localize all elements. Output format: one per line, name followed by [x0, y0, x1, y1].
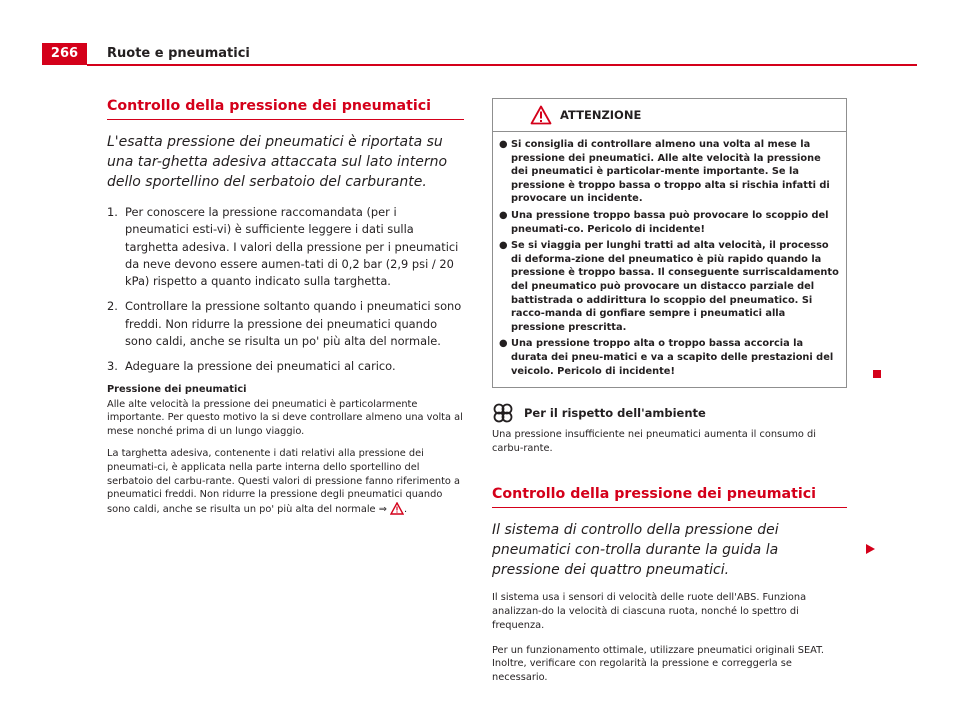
warning-icon	[390, 502, 404, 515]
warning-box	[492, 98, 847, 388]
section-title: Controllo della pressione dei pneumatici	[492, 486, 847, 508]
section-2	[492, 486, 847, 685]
environment-icon	[492, 402, 514, 424]
left-column	[107, 98, 464, 525]
list-item: ● Se si viaggia per lunghi tratti ad alta velocità, il processo di deforma-zione del pneumatico è più rapido quando la pressione è troppo bassa. Il conseguente surriscaldamento del pneumatico può provocare un distacco parziale del battistrada o addirittura lo scoppio del pneumatico. Si racco-manda di gonfiare sempre i pneumatici alla pressione prescritta.	[499, 240, 839, 333]
environment-note	[492, 402, 847, 455]
section-end-icon	[873, 370, 881, 378]
environment-title: Per il rispetto dell'ambiente	[524, 406, 706, 421]
paragraph: Alle alte velocità la pressione dei pneumatici è particolarmente importante. Per questo motivo la si deve controllare almeno una volta al mese nonché prima di un lungo viaggio.	[107, 398, 463, 438]
warning-header	[493, 99, 846, 132]
right-column	[492, 98, 847, 685]
list-item: 2. Controllare la pressione soltanto quando i pneumatici sono freddi. Non ridurre la pressione dei pneumatici quando sono caldi, anche se risulta un po' più alta del normale.	[107, 299, 462, 349]
paragraph: Per un funzionamento ottimale, utilizzare pneumatici originali SEAT. Inoltre, verificare con regolarità la pressione e correggerla se necessario.	[492, 644, 825, 684]
paragraph: La targhetta adesiva, contenente i dati relativi alla pressione dei pneumati-ci, è applicata nella parte interna dello sportellino del serbatoio del carbu-rante. Questi valori di pressione fanno riferimento a pneumatici freddi. Non ridurre la pressione degli pneumatici quando sono caldi, anche se risulta un po' più alta del normale ⇒ .	[107, 448, 461, 516]
running-title: Ruote e pneumatici	[107, 46, 250, 61]
environment-text: Una pressione insufficiente nei pneumatici aumenta il consumo di carbu-rante.	[492, 429, 816, 454]
section-intro: L'esatta pressione dei pneumatici è riportata su una tar-ghetta adesiva attaccata sul lato interno dello sportellino del serbatoio del carburante.	[107, 134, 448, 190]
subheading: Pressione dei pneumatici	[107, 383, 247, 395]
page-number: 266	[42, 43, 87, 65]
list-item: ● Una pressione troppo bassa può provocare lo scoppio del pneumati-co. Pericolo di incidente!	[499, 209, 829, 235]
cross-reference[interactable]: ⇒	[379, 504, 404, 515]
warning-title: ATTENZIONE	[560, 108, 642, 122]
list-item: 1. Per conoscere la pressione raccomandata (per i pneumatici esti-vi) è sufficiente leggere i dati sulla targhetta adesiva. I valori della pressione per i pneumatici da neve devono essere aumen-tati di 0,2 bar (2,9 psi / 20 kPa) rispetto a quanto indicato sulla targhetta.	[107, 205, 459, 289]
paragraph: Il sistema usa i sensori di velocità delle ruote dell'ABS. Funziona analizzan-do la velocità di ciascuna ruota, nonché lo spettro di frequenza.	[492, 592, 807, 631]
section-title: Controllo della pressione dei pneumatici	[107, 98, 464, 120]
section-intro: Il sistema di controllo della pressione dei pneumatici con-trolla durante la guida la pressione dei quattro pneumatici.	[492, 522, 779, 579]
header-rule	[87, 64, 917, 66]
list-item: ● Si consiglia di controllare almeno una volta al mese la pressione dei pneumatici. Alle alte velocità la pressione dei pneumatici è particolar-mente importante. Se la pressione è troppo bassa o troppo alta si rischia infatti di provocare un incidente.	[499, 139, 830, 205]
list-item: 3. Adeguare la pressione dei pneumatici al carico.	[107, 359, 396, 374]
list-item: ● Una pressione troppo alta o troppo bassa accorcia la durata dei pneu-matici e va a scapito delle prestazioni del veicolo. Pericolo di incidente!	[499, 338, 834, 377]
steps-list	[107, 204, 464, 376]
continue-arrow-icon	[866, 544, 875, 554]
warning-icon	[530, 105, 552, 125]
